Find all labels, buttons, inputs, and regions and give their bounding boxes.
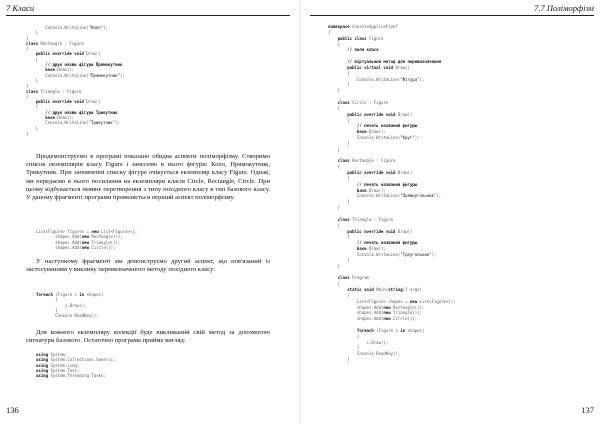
code-block-foreach (36, 292, 103, 318)
code-block-program (328, 24, 456, 363)
code-line: } (328, 345, 360, 351)
code-line: } (26, 125, 39, 131)
code-line: s.Draw(); (328, 339, 389, 345)
code-line: using System.Threading.Tasks; (36, 373, 106, 379)
header-rule-left (6, 15, 290, 16)
code-block-usings (36, 352, 115, 378)
code-line: public override void Draw() (347, 228, 413, 234)
code-line: base.Draw(); (356, 187, 386, 193)
code-line: public override void Draw() (347, 111, 413, 117)
code-line: // печать названия фигуры (356, 181, 418, 187)
paragraph-second-aspect: У наступному фрагменті ми демонструємо другий аспект, що пов'язаний із застосуванням у виклику перевизначеного методу похідного класу: (26, 258, 270, 274)
code-line: } (36, 307, 58, 313)
code-line: static void Main(string[] args) (347, 286, 422, 292)
code-line: { (328, 41, 341, 47)
code-line: base.Draw(); (45, 115, 75, 121)
code-line: { (36, 297, 58, 303)
code-line: } (328, 82, 350, 88)
code-line: shapes.Add(new Triangle()); (328, 310, 422, 316)
code-line: { (328, 222, 341, 228)
code-line: public override void Draw() (35, 51, 101, 57)
code-line: namespace ConsoleApplication7 (328, 24, 398, 29)
code-line: foreach (Figure s in shapes) (36, 292, 104, 297)
code-line: } (26, 130, 29, 136)
code-line: base.Draw(); (356, 129, 386, 135)
code-line: { (328, 292, 350, 298)
code-line: { (328, 281, 341, 287)
code-line: public override void Draw() (35, 99, 101, 105)
code-line: // поля класа (347, 47, 379, 53)
code-block-list (36, 229, 137, 250)
code-line: { (26, 93, 29, 99)
code-line: class Circle : Figure (337, 99, 389, 105)
running-head-right: 7.7 Поліморфізм (534, 3, 594, 13)
code-line: { (328, 70, 350, 76)
code-line: Console.WriteLine("Прямокутник"); (26, 72, 125, 78)
code-line: Console.WriteLine("Коло"); (26, 25, 108, 30)
code-line: } (26, 83, 29, 89)
code-line: class Program (337, 275, 369, 281)
code-line: shapes.Add(new Rectangle()); (328, 304, 425, 310)
code-line: public virtual void Draw() (347, 64, 410, 70)
code-line: { (328, 175, 350, 181)
code-line: } (26, 77, 39, 83)
code-line: using System.Collections.Generic; (36, 357, 116, 363)
code-line: public override void Draw() (347, 170, 413, 176)
code-line: // друк назви фігури Трикутник (45, 109, 118, 115)
running-head-left: 7 Класи (6, 3, 35, 13)
code-line: using System.Linq; (36, 362, 80, 368)
code-line: // друк назви фігури Прямокутник (45, 62, 123, 68)
code-line: shapes.Add(new Circle()); (328, 316, 418, 322)
code-line: } (328, 263, 341, 269)
code-line: Console.WriteLine("Фігура"); (328, 76, 425, 82)
code-line: class Rectangle : Figure (26, 40, 84, 46)
code-line: shapes.Add(new Rectangle()); (36, 234, 123, 240)
header-rule-right (310, 15, 594, 16)
right-page (300, 0, 600, 424)
code-line: base.Draw(); (45, 67, 75, 73)
code-line: class Rectangle : Figure (337, 158, 396, 164)
code-line: { (26, 46, 29, 52)
code-line: base.Draw(); (356, 246, 386, 252)
code-line: shapes.Add(new Triangle()); (36, 239, 121, 245)
code-line: Console.WriteLine("Трикутник"); (26, 120, 120, 126)
code-line: { (328, 29, 331, 35)
code-line: { (26, 56, 39, 62)
code-line: s.Draw(); (36, 302, 87, 308)
code-line: { (328, 333, 360, 339)
code-line: Console.WriteLine("Треугольник"); (328, 251, 437, 257)
code-line: { (328, 164, 341, 170)
code-line: } (328, 205, 341, 211)
page-number-right: 137 (581, 405, 594, 415)
paragraph-final-program: Для кожного екземпляру колекції буде викликаний свій метод за допомогою сигнатури базового. Остаточно програма прийме вигляд: (26, 329, 270, 345)
code-line: foreach (Figure s in shapes) (356, 327, 425, 333)
code-line: { (328, 234, 350, 240)
code-line: // печать названия фигуры (356, 240, 418, 246)
code-line: List<Figure> figures = new List<Figure>(); (36, 229, 138, 234)
code-line: Console.ReadKey(); (328, 351, 401, 357)
code-block-classes (26, 25, 125, 136)
code-line: } (328, 88, 341, 94)
code-line: } (328, 357, 350, 363)
code-line: // віртуальний метод для перевизначення (347, 59, 442, 65)
code-line: Console.ReadKey(); (36, 313, 99, 319)
code-line: { (26, 104, 39, 110)
code-line: { (328, 117, 350, 123)
code-line: } (328, 146, 341, 152)
paragraph-polymorphism-intro: Продемонструємо в програмі показано обидва аспекти поліморфізму. Створимо список екземплярів класу Figure і занесемо в нього фігури: Коло, Прямокутник, Трикутник. При заповненні списку фігуре очікується екземпляр класу Figure. Однак, ми передаємо в нього посилання на екземпляри класів Circle, Rectangle, Circle. При цьому відбувається неявне перетворення з типу похідного класу в тип базового класу. У даному фрагменті програми проявляється перший аспект поліморфізму. (26, 153, 270, 202)
code-line: public class Figure (337, 35, 384, 41)
code-line: } (328, 257, 350, 263)
page-number-left: 136 (6, 405, 19, 415)
code-line: using System.Text; (36, 367, 80, 373)
code-line: List<Figure> shapes = new List<Figure>(); (328, 298, 456, 304)
code-line: class Triangle : Figure (26, 88, 82, 94)
code-line: using System; (36, 352, 68, 357)
code-line: } (26, 30, 39, 36)
code-line: shapes.Add(new Circle()); (36, 244, 116, 250)
code-line: Console.WriteLine("Прямоугольник"); (328, 193, 442, 199)
code-line: } (328, 199, 350, 205)
code-line: // печать названия фигуры (356, 123, 418, 129)
code-line: } (328, 140, 350, 146)
code-line: { (328, 105, 341, 111)
code-line: Console.WriteLine("Круг"); (328, 135, 420, 141)
code-line: class Triangle : Figure (337, 216, 394, 222)
code-line: } (26, 35, 29, 41)
